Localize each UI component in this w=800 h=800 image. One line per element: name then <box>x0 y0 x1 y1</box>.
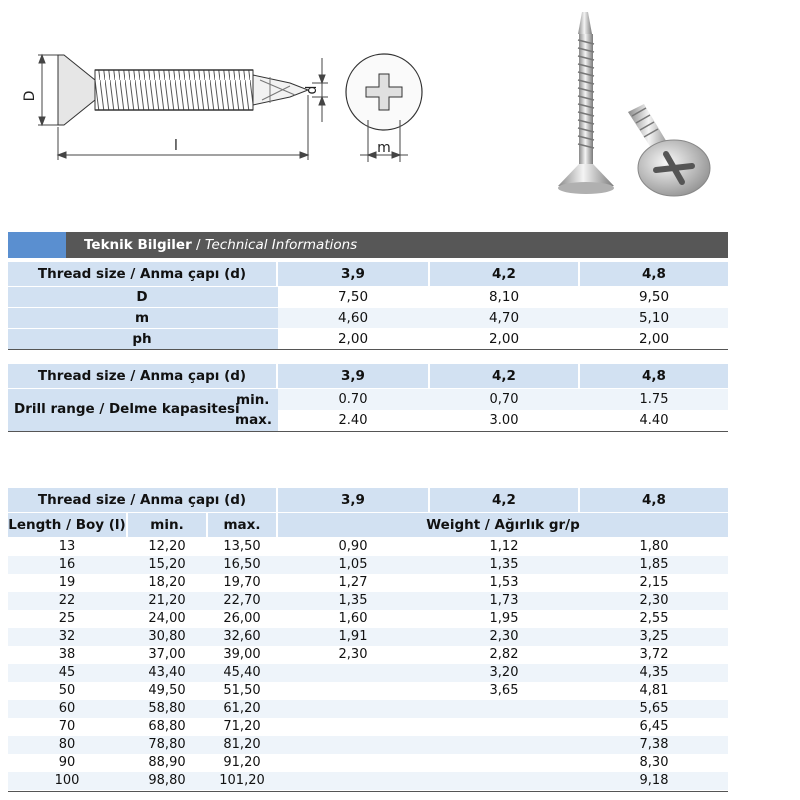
table-row <box>8 682 728 700</box>
table1-cell: 9,50 <box>638 289 670 305</box>
table-cell: 88,90 <box>148 755 186 770</box>
table-cell: 43,40 <box>148 665 186 680</box>
table-cell <box>278 754 428 772</box>
table3-header-row <box>8 488 728 512</box>
table1-cell: 2,00 <box>337 331 369 347</box>
table1-size-2: 4,2 <box>492 266 516 282</box>
table-cell: 1,53 <box>489 575 519 590</box>
table2-cell: 3.00 <box>489 413 519 428</box>
table-cell <box>278 700 428 718</box>
table-cell: 100 <box>54 773 80 788</box>
table2-bottom-rule <box>8 431 728 432</box>
table-cell <box>278 736 428 754</box>
table-row <box>8 646 728 664</box>
table2-max-label: max. <box>235 412 273 428</box>
table1-cell: 8,10 <box>488 289 520 305</box>
table-cell: 45,40 <box>223 665 261 680</box>
table-cell: 39,00 <box>223 647 261 662</box>
table1-cell: 5,10 <box>638 310 670 326</box>
header-title-sep: / <box>191 237 205 253</box>
table-row <box>8 718 728 736</box>
table2-cell: 4.40 <box>639 413 669 428</box>
table1-cell: 2,00 <box>638 331 670 347</box>
table-cell: 68,80 <box>148 719 186 734</box>
table-cell: 1,95 <box>489 611 519 626</box>
table1-cell: 2,00 <box>488 331 520 347</box>
table-cell: 24,00 <box>148 611 186 626</box>
table-cell: 2,15 <box>639 575 669 590</box>
table2-size-3: 4,8 <box>642 368 666 384</box>
table-cell: 9,18 <box>639 773 669 788</box>
table3-max-label: max. <box>223 517 261 533</box>
table-cell: 18,20 <box>148 575 186 590</box>
table-cell: 19 <box>58 575 76 590</box>
table-cell: 1,35 <box>338 593 368 608</box>
table-cell: 70 <box>58 719 76 734</box>
table-cell: 71,20 <box>223 719 261 734</box>
table-cell <box>430 700 578 718</box>
table-cell: 2,30 <box>489 629 519 644</box>
table-cell: 25 <box>58 611 76 626</box>
table-cell: 1,05 <box>338 557 368 572</box>
header-title <box>84 232 357 258</box>
table-cell: 1,60 <box>338 611 368 626</box>
table-cell: 16,50 <box>223 557 261 572</box>
table-cell: 19,70 <box>223 575 261 590</box>
table-cell <box>430 736 578 754</box>
table-cell: 30,80 <box>148 629 186 644</box>
header-title-en: Technical Informations <box>204 237 358 253</box>
table-cell: 7,38 <box>639 737 669 752</box>
table-cell: 13 <box>58 539 76 554</box>
table2-cell: 0,70 <box>489 392 519 407</box>
table-cell: 32,60 <box>223 629 261 644</box>
table-cell: 80 <box>58 737 76 752</box>
header-title-tr: Teknik Bilgiler <box>84 237 192 253</box>
table-cell <box>278 772 428 790</box>
table1-bottom-rule <box>8 349 728 350</box>
dim-m-label: m <box>377 140 391 156</box>
table-cell: 1,73 <box>489 593 519 608</box>
table3-size-1: 3,9 <box>341 492 365 508</box>
table-cell: 98,80 <box>148 773 186 788</box>
table-cell <box>278 664 428 682</box>
table3-length-label: Length / Boy (l) <box>8 517 126 533</box>
dim-D-label: D <box>22 90 38 102</box>
table-cell: 1,91 <box>338 629 368 644</box>
table2-cell: 1.75 <box>639 392 669 407</box>
table-cell: 2,30 <box>639 593 669 608</box>
table3-weight-label: Weight / Ağırlık gr/p <box>426 517 580 533</box>
table1-cell: 7,50 <box>337 289 369 305</box>
table-cell <box>278 682 428 700</box>
table-row <box>8 556 728 574</box>
table2-cell: 2.40 <box>338 413 368 428</box>
table1-cell: 4,70 <box>488 310 520 326</box>
table-cell: 3,25 <box>639 629 669 644</box>
table-cell: 90 <box>58 755 76 770</box>
table-row <box>8 664 728 682</box>
table1-row-label: m <box>134 310 150 326</box>
table-cell: 13,50 <box>223 539 261 554</box>
table-cell: 26,00 <box>223 611 261 626</box>
table1-row-D <box>8 287 728 307</box>
table-cell: 3,20 <box>489 665 519 680</box>
screw-product-photo <box>548 4 740 204</box>
table-cell: 60 <box>58 701 76 716</box>
table-cell: 49,50 <box>148 683 186 698</box>
table-cell: 37,00 <box>148 647 186 662</box>
table3-size-2: 4,2 <box>492 492 516 508</box>
table-cell: 22 <box>58 593 76 608</box>
header-accent <box>8 232 66 258</box>
table-cell: 50 <box>58 683 76 698</box>
table-row <box>8 574 728 592</box>
technical-info-header <box>8 232 728 258</box>
table2-min-row <box>8 389 728 410</box>
table-cell <box>430 772 578 790</box>
dim-l-label: l <box>174 138 178 154</box>
table-cell: 2,82 <box>489 647 519 662</box>
table-cell: 8,30 <box>639 755 669 770</box>
table-cell: 38 <box>58 647 76 662</box>
table2-max-row <box>8 410 728 431</box>
table-row <box>8 628 728 646</box>
table-cell: 2,55 <box>639 611 669 626</box>
table1-header-label: Thread size / Anma çapı (d) <box>37 266 247 282</box>
table3-header-label: Thread size / Anma çapı (d) <box>37 492 247 508</box>
table-cell: 5,65 <box>639 701 669 716</box>
table1-row-m <box>8 308 728 328</box>
table-row <box>8 736 728 754</box>
table-cell: 1,27 <box>338 575 368 590</box>
table-cell: 1,80 <box>639 539 669 554</box>
table-cell: 78,80 <box>148 737 186 752</box>
table-cell: 4,35 <box>639 665 669 680</box>
table-cell: 1,35 <box>489 557 519 572</box>
table2-header-row <box>8 364 728 388</box>
table-row <box>8 700 728 718</box>
table2-min-label: min. <box>236 392 270 408</box>
table-cell: 12,20 <box>148 539 186 554</box>
table2-drill-label: Drill range / Delme kapasitesi <box>14 401 240 417</box>
table-cell: 22,70 <box>223 593 261 608</box>
table-cell: 91,20 <box>223 755 261 770</box>
table-cell: 1,12 <box>489 539 519 554</box>
table-row <box>8 754 728 772</box>
table-cell: 61,20 <box>223 701 261 716</box>
table-cell: 0,90 <box>338 539 368 554</box>
table2-size-2: 4,2 <box>492 368 516 384</box>
dim-d-label: d <box>304 85 320 95</box>
table-cell <box>430 718 578 736</box>
table1-header-row <box>8 262 728 286</box>
table-cell <box>430 754 578 772</box>
table-cell: 32 <box>58 629 76 644</box>
table-cell: 81,20 <box>223 737 261 752</box>
table-cell: 3,72 <box>639 647 669 662</box>
table2-size-1: 3,9 <box>341 368 365 384</box>
table1-row-ph <box>8 329 728 349</box>
table-cell: 51,50 <box>223 683 261 698</box>
table3-min-label: min. <box>150 517 184 533</box>
table-row <box>8 538 728 556</box>
table-row <box>8 610 728 628</box>
table3-subheader-row <box>8 513 728 537</box>
table2-cell: 0.70 <box>338 392 368 407</box>
table-cell: 58,80 <box>148 701 186 716</box>
table-row <box>8 592 728 610</box>
table-cell: 3,65 <box>489 683 519 698</box>
table-cell: 21,20 <box>148 593 186 608</box>
table-cell: 6,45 <box>639 719 669 734</box>
table-cell: 45 <box>58 665 76 680</box>
table-cell: 1,85 <box>639 557 669 572</box>
table-row <box>8 772 728 790</box>
table3-bottom-rule <box>8 791 728 792</box>
table1-row-label: ph <box>132 331 152 347</box>
table-cell: 101,20 <box>219 773 265 788</box>
table1-size-1: 3,9 <box>341 266 365 282</box>
table1-size-3: 4,8 <box>642 266 666 282</box>
table1-row-label: D <box>136 289 148 305</box>
table-cell: 16 <box>58 557 76 572</box>
table-cell: 15,20 <box>148 557 186 572</box>
table1-cell: 4,60 <box>337 310 369 326</box>
table-cell: 2,30 <box>338 647 368 662</box>
table2-header-label: Thread size / Anma çapı (d) <box>37 368 247 384</box>
table-cell <box>278 718 428 736</box>
table-cell: 4,81 <box>639 683 669 698</box>
table3-size-3: 4,8 <box>642 492 666 508</box>
